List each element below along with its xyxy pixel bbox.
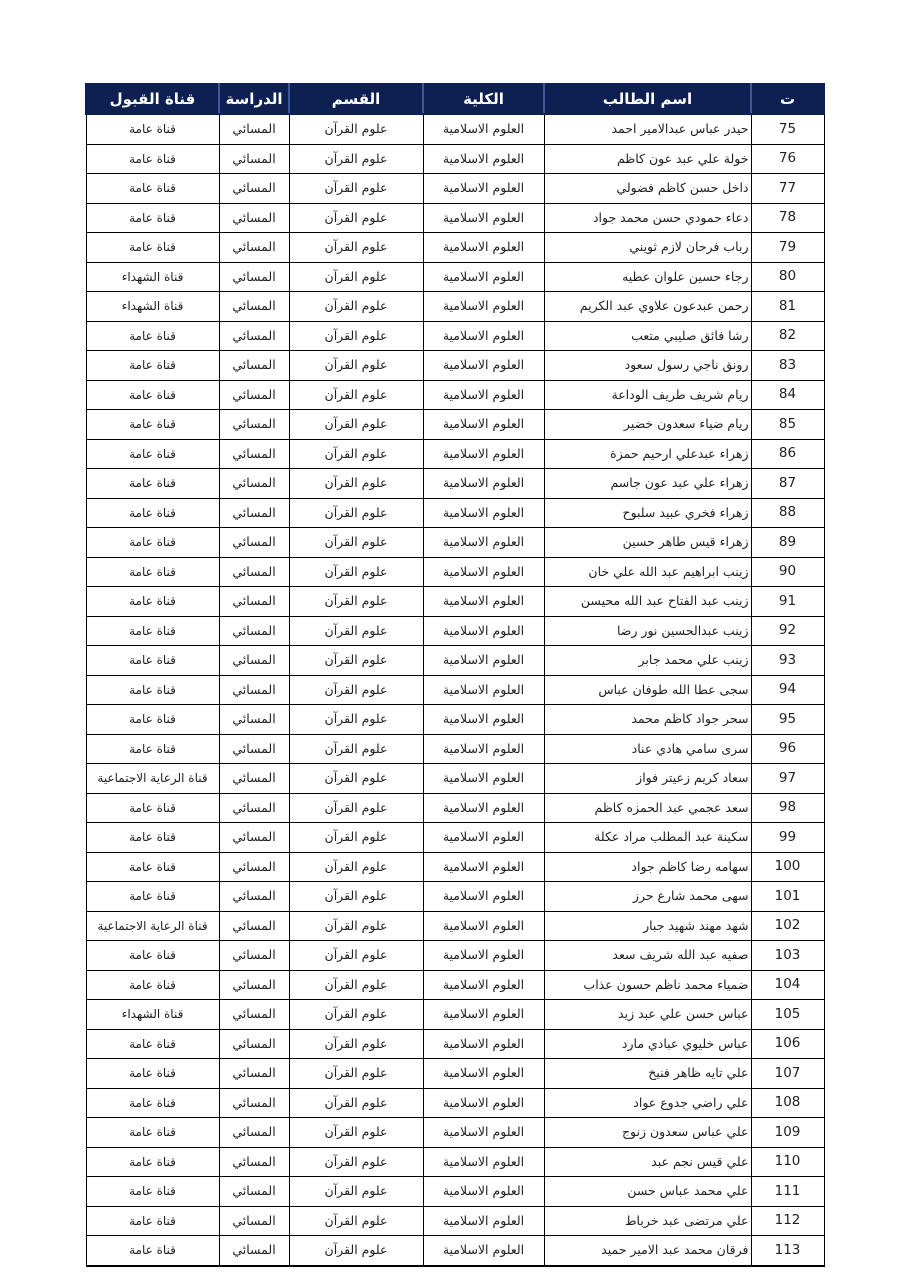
- student-name-cell: سحر جواد كاظم محمد: [544, 705, 751, 735]
- admission-channel-cell: قناة عامة: [86, 852, 219, 882]
- department-cell: علوم القرآن: [289, 1000, 423, 1030]
- college-cell: العلوم الاسلامية: [423, 1118, 544, 1148]
- admission-channel-cell: قناة عامة: [86, 439, 219, 469]
- admission-channel-cell: قناة عامة: [86, 1236, 219, 1266]
- department-cell: علوم القرآن: [289, 1118, 423, 1148]
- serial-cell: 91: [751, 587, 824, 617]
- college-cell: العلوم الاسلامية: [423, 498, 544, 528]
- admission-channel-cell: قناة عامة: [86, 823, 219, 853]
- department-cell: علوم القرآن: [289, 1206, 423, 1236]
- study-type-cell: المسائي: [219, 587, 289, 617]
- student-name-cell: شهد مهند شهيد جبار: [544, 911, 751, 941]
- college-cell: العلوم الاسلامية: [423, 970, 544, 1000]
- college-cell: العلوم الاسلامية: [423, 705, 544, 735]
- college-cell: العلوم الاسلامية: [423, 1088, 544, 1118]
- study-type-cell: المسائي: [219, 557, 289, 587]
- table-header: [86, 84, 824, 114]
- study-type-cell: المسائي: [219, 852, 289, 882]
- study-type-cell: المسائي: [219, 1147, 289, 1177]
- college-cell: العلوم الاسلامية: [423, 734, 544, 764]
- college-cell: العلوم الاسلامية: [423, 1147, 544, 1177]
- serial-cell: 105: [751, 1000, 824, 1030]
- department-cell: علوم القرآن: [289, 764, 423, 794]
- college-cell: العلوم الاسلامية: [423, 469, 544, 499]
- student-name-cell: سهامه رضا كاظم جواد: [544, 852, 751, 882]
- study-type-cell: المسائي: [219, 764, 289, 794]
- department-cell: علوم القرآن: [289, 351, 423, 381]
- study-type-cell: المسائي: [219, 469, 289, 499]
- department-cell: علوم القرآن: [289, 587, 423, 617]
- header-admission-channel: قناة القبول: [86, 84, 219, 114]
- admission-channel-cell: قناة عامة: [86, 1206, 219, 1236]
- serial-cell: 112: [751, 1206, 824, 1236]
- study-type-cell: المسائي: [219, 823, 289, 853]
- study-type-cell: المسائي: [219, 734, 289, 764]
- table-row: [86, 351, 824, 381]
- serial-cell: 103: [751, 941, 824, 971]
- department-cell: علوم القرآن: [289, 646, 423, 676]
- college-cell: العلوم الاسلامية: [423, 587, 544, 617]
- study-type-cell: المسائي: [219, 675, 289, 705]
- college-cell: العلوم الاسلامية: [423, 911, 544, 941]
- study-type-cell: المسائي: [219, 144, 289, 174]
- department-cell: علوم القرآن: [289, 882, 423, 912]
- table-row: [86, 734, 824, 764]
- table-row: [86, 469, 824, 499]
- student-name-cell: سعد عجمي عبد الحمزه كاظم: [544, 793, 751, 823]
- study-type-cell: المسائي: [219, 292, 289, 322]
- serial-cell: 97: [751, 764, 824, 794]
- department-cell: علوم القرآن: [289, 734, 423, 764]
- table-row: [86, 1029, 824, 1059]
- student-name-cell: زهراء عبدعلي ارحيم حمزة: [544, 439, 751, 469]
- study-type-cell: المسائي: [219, 233, 289, 263]
- table-row: [86, 1236, 824, 1266]
- serial-cell: 90: [751, 557, 824, 587]
- study-type-cell: المسائي: [219, 174, 289, 204]
- study-type-cell: المسائي: [219, 970, 289, 1000]
- department-cell: علوم القرآن: [289, 557, 423, 587]
- college-cell: العلوم الاسلامية: [423, 410, 544, 440]
- admission-channel-cell: قناة عامة: [86, 557, 219, 587]
- study-type-cell: المسائي: [219, 114, 289, 144]
- student-name-cell: صفيه عبد الله شريف سعد: [544, 941, 751, 971]
- serial-cell: 95: [751, 705, 824, 735]
- college-cell: العلوم الاسلامية: [423, 1059, 544, 1089]
- student-name-cell: دعاء حمودي حسن محمد جواد: [544, 203, 751, 233]
- table-row: [86, 233, 824, 263]
- table-row: [86, 911, 824, 941]
- admission-channel-cell: قناة عامة: [86, 528, 219, 558]
- serial-cell: 86: [751, 439, 824, 469]
- table-row: [86, 114, 824, 144]
- table-row: [86, 1059, 824, 1089]
- serial-cell: 76: [751, 144, 824, 174]
- serial-cell: 75: [751, 114, 824, 144]
- department-cell: علوم القرآن: [289, 410, 423, 440]
- admission-channel-cell: قناة الشهداء: [86, 292, 219, 322]
- department-cell: علوم القرآن: [289, 233, 423, 263]
- department-cell: علوم القرآن: [289, 970, 423, 1000]
- admission-channel-cell: قناة الرعاية الاجتماعية: [86, 911, 219, 941]
- college-cell: العلوم الاسلامية: [423, 1177, 544, 1207]
- table-row: [86, 852, 824, 882]
- department-cell: علوم القرآن: [289, 321, 423, 351]
- department-cell: علوم القرآن: [289, 439, 423, 469]
- table-row: [86, 528, 824, 558]
- department-cell: علوم القرآن: [289, 911, 423, 941]
- college-cell: العلوم الاسلامية: [423, 616, 544, 646]
- table-row: [86, 380, 824, 410]
- table-row: [86, 1118, 824, 1148]
- header-department: القسم: [289, 84, 423, 114]
- student-name-cell: رباب فرحان لازم ثويني: [544, 233, 751, 263]
- student-name-cell: عباس خليوي عبادي مارد: [544, 1029, 751, 1059]
- student-name-cell: ضمياء محمد ناظم حسون عذاب: [544, 970, 751, 1000]
- table-row: [86, 882, 824, 912]
- student-name-cell: خولة علي عبد عون كاظم: [544, 144, 751, 174]
- student-name-cell: زينب عبدالحسين نور رضا: [544, 616, 751, 646]
- study-type-cell: المسائي: [219, 793, 289, 823]
- table-row: [86, 705, 824, 735]
- student-name-cell: فرقان محمد عبد الامير حميد: [544, 1236, 751, 1266]
- serial-cell: 113: [751, 1236, 824, 1266]
- department-cell: علوم القرآن: [289, 174, 423, 204]
- table-row: [86, 823, 824, 853]
- college-cell: العلوم الاسلامية: [423, 941, 544, 971]
- serial-cell: 100: [751, 852, 824, 882]
- serial-cell: 79: [751, 233, 824, 263]
- admission-channel-cell: قناة عامة: [86, 233, 219, 263]
- admission-channel-cell: قناة عامة: [86, 469, 219, 499]
- student-name-cell: رجاء حسين علوان عطيه: [544, 262, 751, 292]
- admission-channel-cell: قناة عامة: [86, 380, 219, 410]
- serial-cell: 109: [751, 1118, 824, 1148]
- college-cell: العلوم الاسلامية: [423, 292, 544, 322]
- department-cell: علوم القرآن: [289, 292, 423, 322]
- student-name-cell: زينب ابراهيم عبد الله علي خان: [544, 557, 751, 587]
- study-type-cell: المسائي: [219, 1118, 289, 1148]
- study-type-cell: المسائي: [219, 1206, 289, 1236]
- study-type-cell: المسائي: [219, 1177, 289, 1207]
- student-name-cell: زهراء قيس طاهر حسين: [544, 528, 751, 558]
- study-type-cell: المسائي: [219, 646, 289, 676]
- student-name-cell: سعاد كريم زعيتر فواز: [544, 764, 751, 794]
- department-cell: علوم القرآن: [289, 1088, 423, 1118]
- admission-channel-cell: قناة عامة: [86, 646, 219, 676]
- table-body: [86, 114, 824, 1266]
- admission-channel-cell: قناة عامة: [86, 321, 219, 351]
- table-row: [86, 292, 824, 322]
- college-cell: العلوم الاسلامية: [423, 557, 544, 587]
- table-row: [86, 557, 824, 587]
- header-college: الكلية: [423, 84, 544, 114]
- serial-cell: 88: [751, 498, 824, 528]
- student-name-cell: رشا فائق صليبي متعب: [544, 321, 751, 351]
- department-cell: علوم القرآن: [289, 852, 423, 882]
- student-name-cell: رونق ناجي رسول سعود: [544, 351, 751, 381]
- department-cell: علوم القرآن: [289, 1236, 423, 1266]
- college-cell: العلوم الاسلامية: [423, 144, 544, 174]
- study-type-cell: المسائي: [219, 498, 289, 528]
- department-cell: علوم القرآن: [289, 528, 423, 558]
- serial-cell: 92: [751, 616, 824, 646]
- student-name-cell: ريام ضياء سعدون خضير: [544, 410, 751, 440]
- study-type-cell: المسائي: [219, 705, 289, 735]
- student-name-cell: سكينة عبد المطلب مراد عكلة: [544, 823, 751, 853]
- study-type-cell: المسائي: [219, 439, 289, 469]
- serial-cell: 85: [751, 410, 824, 440]
- student-name-cell: علي راضي جدوع عواد: [544, 1088, 751, 1118]
- serial-cell: 82: [751, 321, 824, 351]
- student-name-cell: علي محمد عباس حسن: [544, 1177, 751, 1207]
- college-cell: العلوم الاسلامية: [423, 439, 544, 469]
- college-cell: العلوم الاسلامية: [423, 114, 544, 144]
- study-type-cell: المسائي: [219, 616, 289, 646]
- serial-cell: 101: [751, 882, 824, 912]
- student-name-cell: علي تايه ظاهر فنيخ: [544, 1059, 751, 1089]
- table-row: [86, 941, 824, 971]
- admission-channel-cell: قناة عامة: [86, 675, 219, 705]
- college-cell: العلوم الاسلامية: [423, 321, 544, 351]
- college-cell: العلوم الاسلامية: [423, 764, 544, 794]
- table-row: [86, 410, 824, 440]
- department-cell: علوم القرآن: [289, 1147, 423, 1177]
- table-row: [86, 1206, 824, 1236]
- department-cell: علوم القرآن: [289, 262, 423, 292]
- study-type-cell: المسائي: [219, 882, 289, 912]
- table-row: [86, 1147, 824, 1177]
- serial-cell: 78: [751, 203, 824, 233]
- table-row: [86, 646, 824, 676]
- study-type-cell: المسائي: [219, 380, 289, 410]
- admission-channel-cell: قناة عامة: [86, 114, 219, 144]
- college-cell: العلوم الاسلامية: [423, 1206, 544, 1236]
- department-cell: علوم القرآن: [289, 1029, 423, 1059]
- department-cell: علوم القرآن: [289, 675, 423, 705]
- admission-channel-cell: قناة عامة: [86, 1088, 219, 1118]
- student-name-cell: علي مرتضى عبد خرباط: [544, 1206, 751, 1236]
- admission-channel-cell: قناة عامة: [86, 1059, 219, 1089]
- study-type-cell: المسائي: [219, 1236, 289, 1266]
- table-row: [86, 1000, 824, 1030]
- admission-channel-cell: قناة عامة: [86, 351, 219, 381]
- college-cell: العلوم الاسلامية: [423, 882, 544, 912]
- admission-channel-cell: قناة الشهداء: [86, 262, 219, 292]
- students-table: [85, 83, 825, 1267]
- admission-channel-cell: قناة عامة: [86, 793, 219, 823]
- table-row: [86, 970, 824, 1000]
- serial-cell: 81: [751, 292, 824, 322]
- table-row: [86, 439, 824, 469]
- study-type-cell: المسائي: [219, 410, 289, 440]
- table-row: [86, 203, 824, 233]
- study-type-cell: المسائي: [219, 1088, 289, 1118]
- table-row: [86, 144, 824, 174]
- college-cell: العلوم الاسلامية: [423, 675, 544, 705]
- study-type-cell: المسائي: [219, 203, 289, 233]
- college-cell: العلوم الاسلامية: [423, 203, 544, 233]
- admission-channel-cell: قناة عامة: [86, 882, 219, 912]
- serial-cell: 84: [751, 380, 824, 410]
- department-cell: علوم القرآن: [289, 114, 423, 144]
- department-cell: علوم القرآن: [289, 469, 423, 499]
- student-name-cell: سرى سامي هادي عناد: [544, 734, 751, 764]
- student-name-cell: عباس حسن علي عبد زيد: [544, 1000, 751, 1030]
- student-name-cell: زينب عبد الفتاح عبد الله محيسن: [544, 587, 751, 617]
- table-row: [86, 321, 824, 351]
- admission-channel-cell: قناة عامة: [86, 705, 219, 735]
- student-name-cell: داخل حسن كاظم فضولي: [544, 174, 751, 204]
- student-name-cell: ريام شريف طريف الوداعة: [544, 380, 751, 410]
- serial-cell: 89: [751, 528, 824, 558]
- study-type-cell: المسائي: [219, 351, 289, 381]
- serial-cell: 96: [751, 734, 824, 764]
- header-study-type: الدراسة: [219, 84, 289, 114]
- serial-cell: 77: [751, 174, 824, 204]
- department-cell: علوم القرآن: [289, 705, 423, 735]
- admission-channel-cell: قناة عامة: [86, 410, 219, 440]
- college-cell: العلوم الاسلامية: [423, 174, 544, 204]
- college-cell: العلوم الاسلامية: [423, 646, 544, 676]
- student-name-cell: رحمن عبدعون علاوي عبد الكريم: [544, 292, 751, 322]
- admission-channel-cell: قناة عامة: [86, 734, 219, 764]
- department-cell: علوم القرآن: [289, 793, 423, 823]
- study-type-cell: المسائي: [219, 1000, 289, 1030]
- admission-channel-cell: قناة عامة: [86, 174, 219, 204]
- serial-cell: 93: [751, 646, 824, 676]
- study-type-cell: المسائي: [219, 528, 289, 558]
- department-cell: علوم القرآن: [289, 380, 423, 410]
- admission-channel-cell: قناة عامة: [86, 203, 219, 233]
- study-type-cell: المسائي: [219, 911, 289, 941]
- department-cell: علوم القرآن: [289, 1059, 423, 1089]
- admission-channel-cell: قناة عامة: [86, 498, 219, 528]
- table-row: [86, 498, 824, 528]
- serial-cell: 107: [751, 1059, 824, 1089]
- student-name-cell: علي عباس سعدون زنوج: [544, 1118, 751, 1148]
- table-row: [86, 764, 824, 794]
- student-name-cell: زينب علي محمد جابر: [544, 646, 751, 676]
- department-cell: علوم القرآن: [289, 616, 423, 646]
- department-cell: علوم القرآن: [289, 941, 423, 971]
- serial-cell: 106: [751, 1029, 824, 1059]
- student-name-cell: سجى عطا الله طوفان عباس: [544, 675, 751, 705]
- student-name-cell: علي قيس نجم عبد: [544, 1147, 751, 1177]
- serial-cell: 111: [751, 1177, 824, 1207]
- college-cell: العلوم الاسلامية: [423, 1236, 544, 1266]
- serial-cell: 99: [751, 823, 824, 853]
- admission-channel-cell: قناة عامة: [86, 970, 219, 1000]
- study-type-cell: المسائي: [219, 941, 289, 971]
- department-cell: علوم القرآن: [289, 823, 423, 853]
- admission-channel-cell: قناة عامة: [86, 1147, 219, 1177]
- study-type-cell: المسائي: [219, 262, 289, 292]
- admission-channel-cell: قناة عامة: [86, 1029, 219, 1059]
- header-serial: ت: [751, 84, 824, 114]
- college-cell: العلوم الاسلامية: [423, 233, 544, 263]
- admission-channel-cell: قناة عامة: [86, 587, 219, 617]
- college-cell: العلوم الاسلامية: [423, 528, 544, 558]
- table-row: [86, 1088, 824, 1118]
- table-row: [86, 587, 824, 617]
- college-cell: العلوم الاسلامية: [423, 1000, 544, 1030]
- admission-channel-cell: قناة عامة: [86, 941, 219, 971]
- serial-cell: 80: [751, 262, 824, 292]
- table-row: [86, 793, 824, 823]
- study-type-cell: المسائي: [219, 321, 289, 351]
- admission-channel-cell: قناة الشهداء: [86, 1000, 219, 1030]
- table-row: [86, 1177, 824, 1207]
- serial-cell: 108: [751, 1088, 824, 1118]
- department-cell: علوم القرآن: [289, 1177, 423, 1207]
- department-cell: علوم القرآن: [289, 144, 423, 174]
- student-name-cell: حيدر عباس عبدالامير احمد: [544, 114, 751, 144]
- student-name-cell: زهراء فخري عبيد سلبوح: [544, 498, 751, 528]
- table-row: [86, 262, 824, 292]
- admission-channel-cell: قناة عامة: [86, 144, 219, 174]
- admission-channel-cell: قناة عامة: [86, 1177, 219, 1207]
- college-cell: العلوم الاسلامية: [423, 262, 544, 292]
- college-cell: العلوم الاسلامية: [423, 351, 544, 381]
- serial-cell: 102: [751, 911, 824, 941]
- serial-cell: 83: [751, 351, 824, 381]
- header-student-name: اسم الطالب: [544, 84, 751, 114]
- college-cell: العلوم الاسلامية: [423, 1029, 544, 1059]
- department-cell: علوم القرآن: [289, 203, 423, 233]
- department-cell: علوم القرآن: [289, 498, 423, 528]
- admission-channel-cell: قناة الرعاية الاجتماعية: [86, 764, 219, 794]
- serial-cell: 94: [751, 675, 824, 705]
- college-cell: العلوم الاسلامية: [423, 852, 544, 882]
- serial-cell: 98: [751, 793, 824, 823]
- table-row: [86, 174, 824, 204]
- college-cell: العلوم الاسلامية: [423, 793, 544, 823]
- student-name-cell: زهراء علي عبد عون جاسم: [544, 469, 751, 499]
- serial-cell: 87: [751, 469, 824, 499]
- student-name-cell: سهى محمد شارع حرز: [544, 882, 751, 912]
- study-type-cell: المسائي: [219, 1029, 289, 1059]
- study-type-cell: المسائي: [219, 1059, 289, 1089]
- admission-channel-cell: قناة عامة: [86, 616, 219, 646]
- header-row: [86, 84, 824, 114]
- college-cell: العلوم الاسلامية: [423, 380, 544, 410]
- serial-cell: 110: [751, 1147, 824, 1177]
- table-row: [86, 616, 824, 646]
- serial-cell: 104: [751, 970, 824, 1000]
- table-row: [86, 675, 824, 705]
- admission-channel-cell: قناة عامة: [86, 1118, 219, 1148]
- college-cell: العلوم الاسلامية: [423, 823, 544, 853]
